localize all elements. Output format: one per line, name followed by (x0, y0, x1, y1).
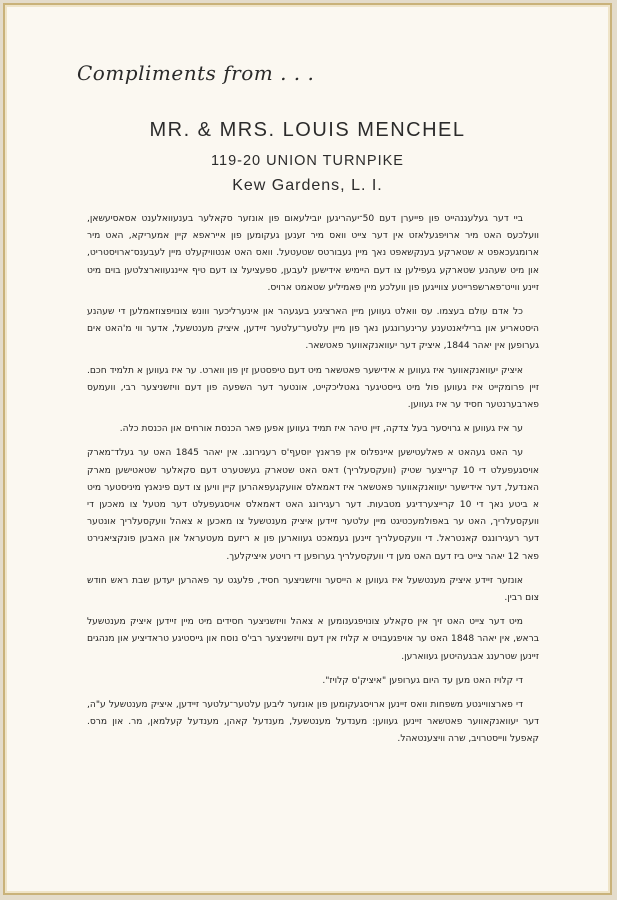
paragraph: די קלויז האט מען עד היום גערופען "איציק'ס קלויז". (322, 675, 523, 686)
paragraph: ער איז געווען א גרויסער בעל צדקה, זיין טיהר איז תמיד געווען אפען פאר הכנסת אורחים און הכנסת כלה. (119, 424, 523, 435)
paragraph: די פארצווייגטע משפחות וואס זיינען ארויסגעקומען פון אונזער ליבען עלטער־עלטער זיידען, איציק מענטשעל ע"ה, דער יעוואנקאווער פאטשאר זיינען געווען: מענדעל מענטשעל, מענדעל קאהן, מענדעל קעלמאן, מר. און מרס. קאפעל ווייסטרויב, שרה וויצענטאהל. (87, 700, 539, 745)
donor-city: Kew Gardens, L. I. (232, 177, 383, 194)
greeting-line: Compliments from . . . (77, 61, 315, 85)
page-sheet (3, 3, 612, 895)
paragraph: ביי דער געלעגנהייט פון פייערן דעם 50־יעהריגען יובילעאום פון אונזער סקאלער בענעוואלענט אסאסיעשאן, וועלכעס האט מיר ארויפגעלאזט אין דער צייט וואס מיר זענען געקומען פון אייראפא קיין אמעריקא, האט מיר ארומגעכאפט א שטארקע בענקשאפט נאך מיין געבורטס שטעטעל. וואס האט אנטוויקעלט מיין לעבענס־ארויסטריט, און מיט שעהנע שטארקע געפילען צו דעם היימיש אידישען לעבען, ספעציעל צו דעם טיף איינגעווארצלטען בוים מיט זיינע ווייט־פארשפרייטע צווייגען פון וועלכע מיין פאמיליע שטאמט ארויס. (87, 214, 539, 293)
paragraph: ער האט געהאט א פאלעטישען איינפלוס אין פראנץ יוסעף'ס רעגירונג. אין יאהר 1845 האט ער געלד־מארק אויסגעפעלט די 10 קרייצער שטיק (וועקסעלריך) דאס האט שטארק געשטערט דעם סקאלער שטאטישען מארק האנדעל, דער אידישער יעוואנקאווער פאטשאר איז דאמאלס אוועקגעפאהרען קיין וויען צו דעם פינאנץ מיניסטער מיט א ביטע נאך די 10 קרייצערדיגע מטבעות. דער רעגירונג האט דאמאלס אויסגעפעלט דער מטעל צו מאכען די וועקסעלריך, האט ער באפולמעכטיגט מיין עלטער זיידען איציק מענטשעל צו מאכען א צאהל וועקסעלריך אונטער דער רעגירונגס קאנטראל. די וועקסעלריך זיינען געמאכט געווארען פון א ריזעם מעטעראל און האבען פונקציאנירט פאר 12 יאהר צייט ביז דעם האט מען די וועקסעלריך גערופען די רויטע איציקלעך. (87, 448, 539, 562)
yiddish-body-text (87, 211, 539, 756)
donor-street-address: 119-20 UNION TURNPIKE (211, 153, 404, 169)
paragraph: אונזער זיידע איציק מענטשעל איז געווען א הייסער וויזשניצער חסיד, פלעגט ער פאהרען יעדען שבת ראש חודש צום רבין. (87, 575, 539, 604)
donor-name: MR. & MRS. LOUIS MENCHEL (149, 119, 466, 141)
paragraph: איציק יעוואנקאווער איז געווען א אידישער פאטשאר מיט דעם טיפסטען זין פון ווארט. ער איז געווען א תלמיד חכם. זיין פרומקייט איז געווען פול מיט גייסטיגער גאטליכקייט, אונטער דער השפעה פון דעם וויזשניצער רבי, וועמעס פארבערנטער חסיד ער איז געווען. (87, 365, 539, 411)
paragraph: מיט דער צייט האט זיך אין סקאלע צונויפגענומען א צאהל וויזשניצער חסידים מיט מיין זיידען איציק מענטשעל בראש, אין יאהר 1848 האט ער אויפגעבויט א קלויז אין דעם וויזשניצער רבי'ס נוסח און גייסטיגע טראדיציע און מנהגים זיינען שטרענג אבגעהיטען געווארען. (87, 617, 539, 662)
paragraph: כל אדם עולם בעצמו. עס וואלט געווען מיין הארציגע בעגעהר און אינערליכער ווונש צונויפצוזאמלען די שעהנע היסטאריע און בריליאנטענע ערינערונגען נאך פון מיין עלטער־עלטער זיידען, איציק מענטשעל, אדער ווי מ'האט אים גערופען אין יאהר 1844, איציק דער יעוואנקאווער פאטשאר. (87, 307, 539, 352)
